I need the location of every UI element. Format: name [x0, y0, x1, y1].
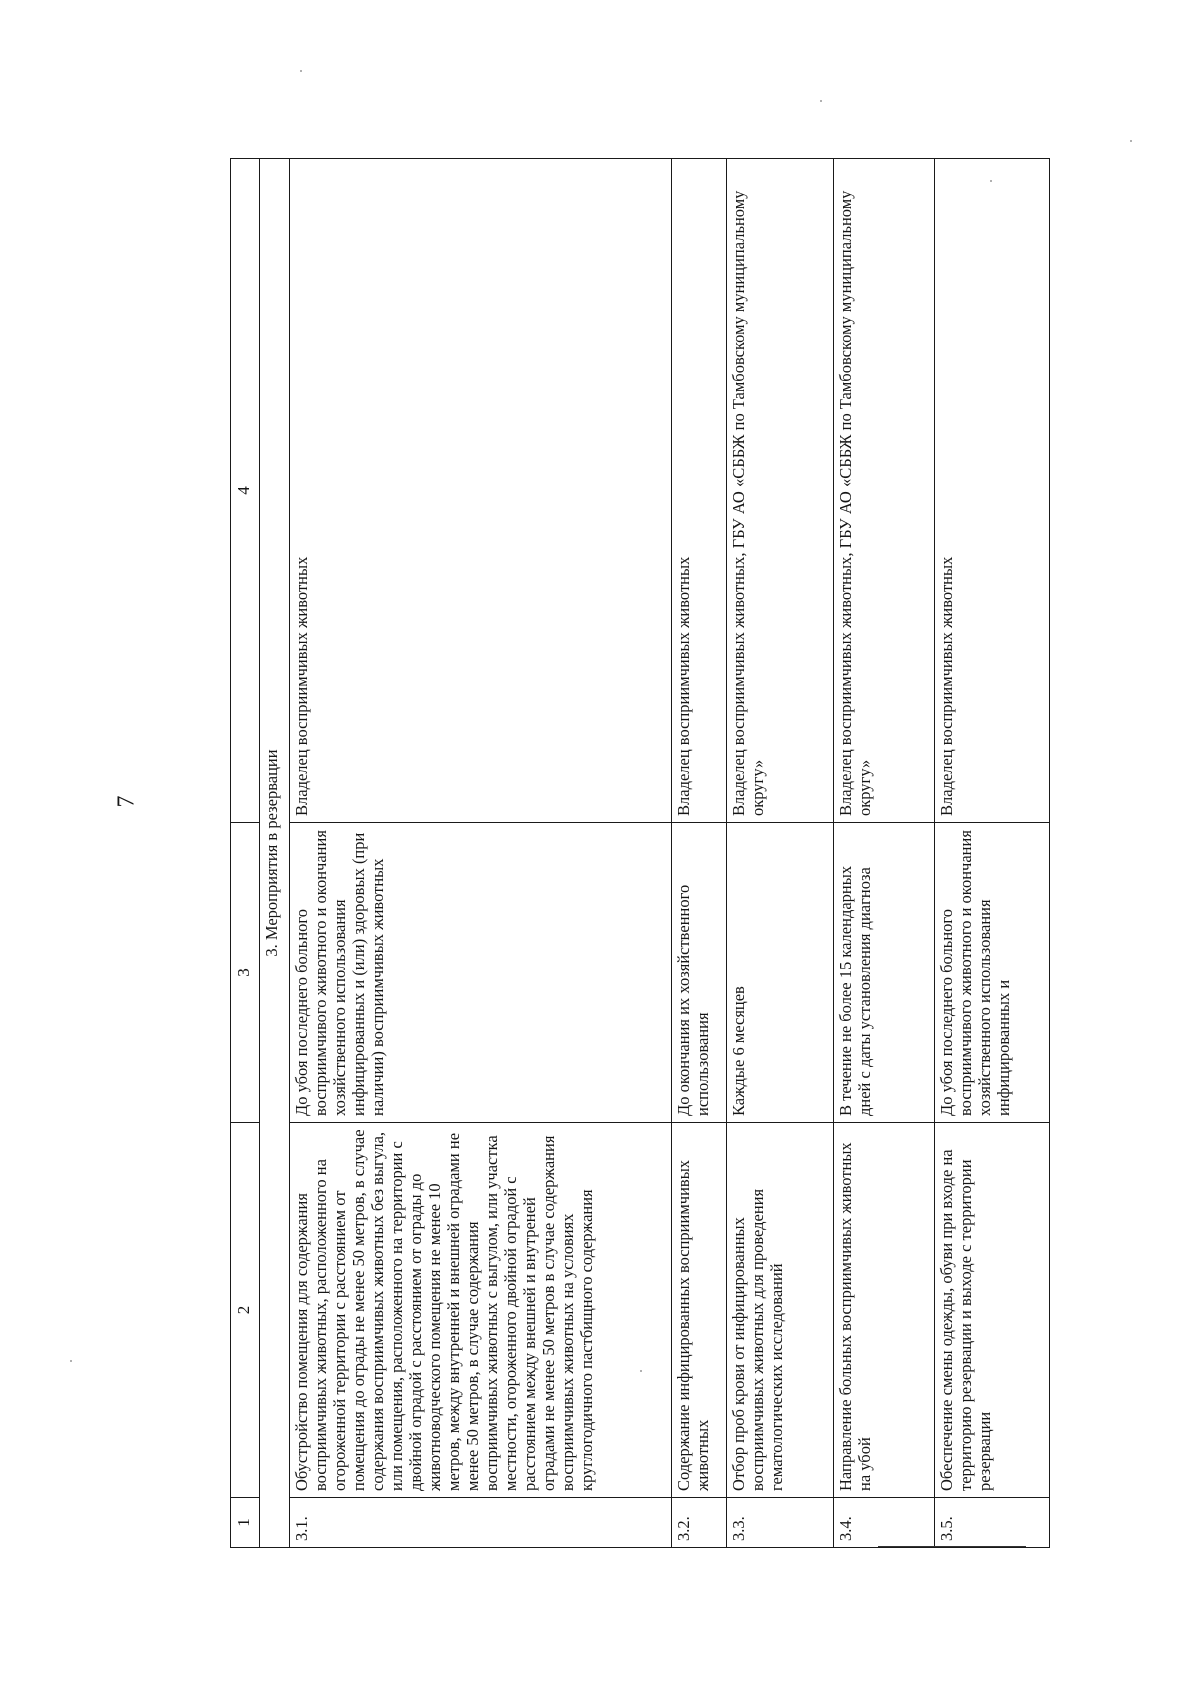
row-responsible: Владелец восприимчивых животных, ГБУ АО «СББЖ по Тамбовскому муниципальному округу» — [833, 159, 934, 823]
measures-table-rotated — [230, 158, 1050, 1548]
row-measure: Содержание инфицированных восприимчивых животных — [671, 1123, 726, 1498]
row-measure: Обустройство помещения для содержания восприимчивых животных, расположенного на огороженной территории с расстоянием от помещения до ограды не менее 50 метров, в случае содержания восприимчивых животных без выгула, или помещения, расположенного на территории с двойной оградой с расстоянием от ограды до животноводческого помещения не менее 10 метров, между внутренней и внешней оградами не менее 50 метров, в случае содержания восприимчивых животных с выгулом, или участка местности, огороженного двойной оградой с расстоянием между внешней и внутреней оградами не менее 50 метров в случае содержания восприимчивых животных на условиях круглогодичного пастбищного содержания — [290, 1123, 671, 1498]
table-row — [934, 159, 1049, 1548]
row-measure: Отбор проб крови от инфицированных восприимчивых животных для проведения гематологических исследований — [726, 1123, 833, 1498]
header-col-1: 1 — [231, 1498, 260, 1548]
header-col-2: 2 — [231, 1123, 260, 1498]
table-row — [290, 159, 671, 1548]
section-row — [260, 159, 290, 1548]
row-number: 3.4. — [833, 1498, 934, 1548]
row-term: В течение не более 15 календарных дней с даты установления диагноза — [833, 823, 934, 1123]
scan-speck — [1130, 140, 1132, 142]
row-number: 3.3. — [726, 1498, 833, 1548]
row-term: До убоя последнего больного восприимчивого животного и окончания хозяйственного использования инфицированных и — [934, 823, 1049, 1123]
header-col-4: 4 — [231, 159, 260, 823]
row-responsible: Владелец восприимчивых животных — [290, 159, 671, 823]
header-col-3: 3 — [231, 823, 260, 1123]
row-number: 3.2. — [671, 1498, 726, 1548]
scan-speck — [70, 1360, 72, 1362]
row-term: До убоя последнего больного восприимчивого животного и окончания хозяйственного использования инфицированных и (или) здоровых (при наличии) восприимчивых животных — [290, 823, 671, 1123]
scan-speck — [300, 70, 302, 72]
row-term: Каждые 6 месяцев — [726, 823, 833, 1123]
table-row — [833, 159, 934, 1548]
page-number: 7 — [113, 795, 140, 808]
row-responsible: Владелец восприимчивых животных, ГБУ АО «СББЖ по Тамбовскому муниципальному округу» — [726, 159, 833, 823]
table-row — [726, 159, 833, 1548]
scan-speck — [820, 100, 822, 102]
row-measure: Направление больных восприимчивых животных на убой — [833, 1123, 934, 1498]
header-row — [231, 159, 260, 1548]
scan-speck — [640, 1370, 642, 1372]
row-responsible: Владелец восприимчивых животных — [934, 159, 1049, 823]
scan-speck — [990, 180, 992, 182]
section-title: 3. Мероприятия в резервации — [260, 159, 290, 1548]
measures-table — [230, 158, 1050, 1548]
footer-rule — [878, 1546, 1026, 1547]
row-number: 3.5. — [934, 1498, 1049, 1548]
table-row — [671, 159, 726, 1548]
row-measure: Обеспечение смены одежды, обуви при входе на территорию резервации и выходе с территории резервации — [934, 1123, 1049, 1498]
row-term: До окончания их хозяйственного использования — [671, 823, 726, 1123]
row-number: 3.1. — [290, 1498, 671, 1548]
row-responsible: Владелец восприимчивых животных — [671, 159, 726, 823]
